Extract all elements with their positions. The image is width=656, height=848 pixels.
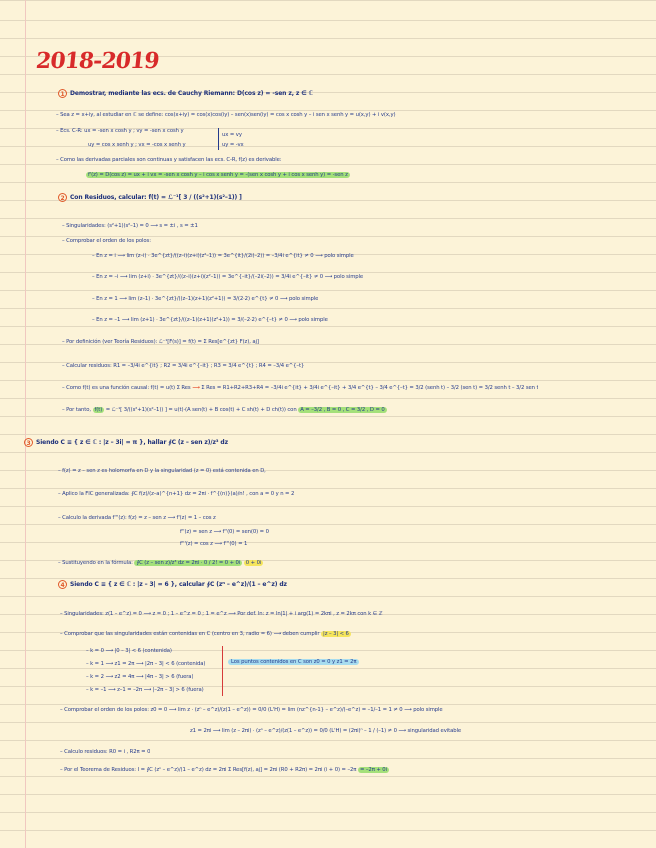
ex1-line-3: – Como las derivadas parciales son continuas y satisfacen las ecs. C-R, f(z) es derivable: (56, 157, 282, 163)
result-lead: – Sustituyendo en la fórmula: (58, 560, 133, 566)
heading-text: Siendo C ≡ { z ∈ ℂ : |z – 3i| = π }, hallar ∮C (z – sen z)/z³ dz (36, 439, 229, 446)
note-highlight: Los puntos contenidos en C son z0 = 0 y z1 = 2π (228, 659, 359, 665)
ex1-line-1: – Sea z = x+iy, al estudiar en ℂ se define: cos(x+iy) = cos(x)cos(iy) – sen(x)sen(iy) = cos x cosh y – i sen x senh y = u(x,y) + i v(x,y) (56, 112, 396, 118)
ex4-case-k2: – k = 2 ⟶ z2 = 4π ⟶ |4π – 3| > 6 (fuera) (86, 674, 194, 680)
ex3-third-derivative: f'''(z) = cos z ⟶ f'''(0) = 1 (180, 541, 248, 547)
ex2-pole-1: – En z = i ⟶ lim (z–i) · 3e^{zt}/((z–i)(z+i)(z²–1)) = 3e^{it}/(2i(–2)) = –3/4i e^{it} ≠ 0 ⟶ polo simple (92, 253, 354, 259)
ex4-result (60, 766, 389, 774)
integral-highlight: ∮C (z – sen z)/z³ dz = 2πi · 0 / 2! = 0 + 0i (136, 560, 241, 566)
containment-text: – Comprobar que las singularidades están contenidas en C (centro en 3, radio = 6) ⟶ deben cumplir (60, 631, 320, 637)
ex2-pole-3: – En z = 1 ⟶ lim (z–1) · 3e^{zt}/((z–1)(z+1)(z²+1)) = 3/(2·2) e^{t} ≠ 0 ⟶ polo simple (92, 296, 319, 302)
heading-text: Demostrar, mediante las ecs. de Cauchy Riemann: D(cos z) = -sen z, z ∈ ℂ (70, 90, 313, 97)
answer-highlight: = –2π + 0i (359, 767, 387, 773)
ex1-cr-condition-1: ux = vy (222, 132, 242, 138)
brace (218, 128, 219, 150)
ex2-pole-2: – En z = –i ⟶ lim (z+i) · 3e^{zt}/((z–i)(z+i)(z²–1)) = 3e^{–it}/(–2i(–2)) = 3/4i e^{–it} ≠ 0 ⟶ polo simple (92, 274, 364, 280)
heading-text: Siendo C ≡ { z ∈ ℂ : |z – 3| = 6 }, calcular ∮C (zⁿ – e^z)/(1 – e^z) dz (70, 581, 287, 588)
pole-limit: lim z · (zⁿ – e^z)/(z(1 – e^z)) = 0/0 (L'H) = lim (nz^{n-1} – e^z)/(–e^z) = –1/–1 = 1 ≠ 0 ⟶ polo simple (177, 707, 443, 713)
ex3-derivative: – Calculo la derivada f'''(z): f(z) = z – sen z ⟶ f'(z) = 1 – cos z (58, 515, 216, 521)
margin-line (25, 0, 26, 848)
ex4-contained-note (228, 658, 359, 666)
ex1-cr-condition-2: uy = -vx (222, 142, 244, 148)
ex4-case-k0: – k = 0 ⟶ |0 – 3| < 6 (contenida) (86, 648, 172, 654)
page-title: 2018-2019 (34, 48, 160, 74)
divider (222, 646, 223, 696)
exercise-4-heading (58, 580, 287, 589)
ex2-pole-4: – En z = –1 ⟶ lim (z+1) · 3e^{zt}/((z–1)(z+1)(z²+1)) = 3/(–2·2) e^{–t} ≠ 0 ⟶ polo simple (92, 317, 328, 323)
residue-sum: Σ Res = R1+R2+R3+R4 = –3/4i e^{it} + 3/4i e^{–it} + 3/4 e^{t} – 3/4 e^{–t} = 3/2 (senh t) – 3/2 (sen t) = 3/2 senh t – 3/2 sen t (201, 385, 539, 391)
ex4-case-km1: – k = –1 ⟶ z–1 = –2π ⟶ |–2π – 3| > 6 (fuera) (86, 687, 204, 693)
answer-highlight: 0 + 0i (245, 560, 262, 566)
pole-lead: – Comprobar el orden de los polos: z0 = 0 ⟶ (60, 707, 177, 713)
ex1-result (86, 171, 350, 179)
result-expression: I = ∮C (zⁿ – e^z)/(1 – e^z) dz = 2πi Σ Res[f(z), aj] = 2πi (R0 + R2π) = 2πi (i + 0) = –2π (137, 767, 357, 773)
ex1-cr-equations-1: – Ecs. C-R: ux = -sen x cosh y ; vy = -sen x cosh y (56, 128, 184, 134)
heading-text: Con Residuos, calcular: f(t) = ℒ⁻¹[ 3 / ((s²+1)(s²–1)) ] (70, 194, 242, 201)
ex4-residues: – Calculo residuos: R0 = i , R2π = 0 (60, 749, 151, 755)
ex3-fic: – Aplico la FIC generalizada: ∮C f(z)/(z–a)^{n+1} dz = 2πi · f^{(n)}(a)/n! , con a = 0 y n = 2 (58, 491, 295, 497)
result-lead: – Por el Teorema de Residuos: (60, 767, 136, 773)
ex2-check-poles: – Comprobar el orden de los polos: (62, 238, 151, 244)
ex3-result (58, 559, 263, 567)
ex4-singularities: – Singularidades: z(1 – e^z) = 0 ⟶ z = 0 ; 1 – e^z = 0 ; 1 = e^z ⟶ Por def. ln: z = ln|1| + i arg(1) = 2kπi , z = 2kπ con k ∈ ℤ (60, 611, 383, 617)
ex2-residues: – Calcular residuos: R1 = –3/4i e^{it} ; R2 = 3/4i e^{–it} ; R3 = 3/4 e^{t} ; R4 = –3/4 e^{–t} (62, 363, 305, 369)
result-lead: – Por tanto, (62, 407, 91, 413)
ex2-result (62, 406, 387, 414)
arrow-icon: ⟶ (192, 385, 200, 391)
result-highlight: f'(z) = D(cos z) = ux + i vx = -sen x cosh y – i cos x senh y = -(sen x cosh y + i cos x senh y) = -sen z (88, 172, 348, 178)
ex4-pole-order (60, 706, 443, 714)
exercise-3-heading (24, 438, 228, 447)
exercise-number-2: 2 (58, 193, 67, 202)
exercise-number-4: 4 (58, 580, 67, 589)
exercise-2-heading (58, 193, 242, 202)
exercise-1-heading (58, 89, 313, 98)
exercise-number-1: 1 (58, 89, 67, 98)
ex2-singularities: – Singularidades: (s²+1)(s²–1) = 0 ⟶ s = ±i , s = ±1 (62, 223, 198, 229)
condition-highlight: |z – 3| < 6 (323, 631, 349, 637)
exercise-number-3: 3 (24, 438, 33, 447)
ex3-holomorphic: – f(z) = z – sen z es holomorfa en D y la singularidad (z = 0) está contenida en D, (58, 468, 266, 474)
ex4-removable: z1 = 2πi ⟶ lim (z – 2πi) · (zⁿ – e^z)/(z(1 – e^z)) = 0/0 (L'H) = (2πi)ⁿ – 1 / (–1) ≠ 0 ⟶ singularidad evitable (190, 728, 462, 734)
ex2-causal (62, 384, 538, 392)
result-expression: = ℒ⁻¹[ 3/((s²+1)(s²–1)) ] = u(t)·(A sen(t) + B cos(t) + C sh(t) + D ch(t)) con (105, 407, 297, 413)
ex3-second-derivative: f''(z) = sen z ⟶ f''(0) = sen(0) = 0 (180, 529, 269, 535)
ft-highlight: f(t) (94, 407, 103, 413)
ex4-case-k1: – k = 1 ⟶ z1 = 2π ⟶ |2π – 3| < 6 (contenida) (86, 661, 206, 667)
ex2-definition: – Por definición (ver Teoría Residuos): ℒ⁻¹[F(s)] = f(t) = Σ Res[e^{zt} F(z), aj] (62, 339, 259, 345)
ex1-cr-equations-2: uy = cos x senh y ; vx = -cos x senh y (88, 142, 186, 148)
coefficients-highlight: A = –3/2 , B = 0 , C = 3/2 , D = 0 (300, 407, 385, 413)
causal-text: – Como f(t) es una función causal: f(t) = u(t) Σ Res (62, 385, 191, 391)
ex4-containment (60, 630, 351, 638)
